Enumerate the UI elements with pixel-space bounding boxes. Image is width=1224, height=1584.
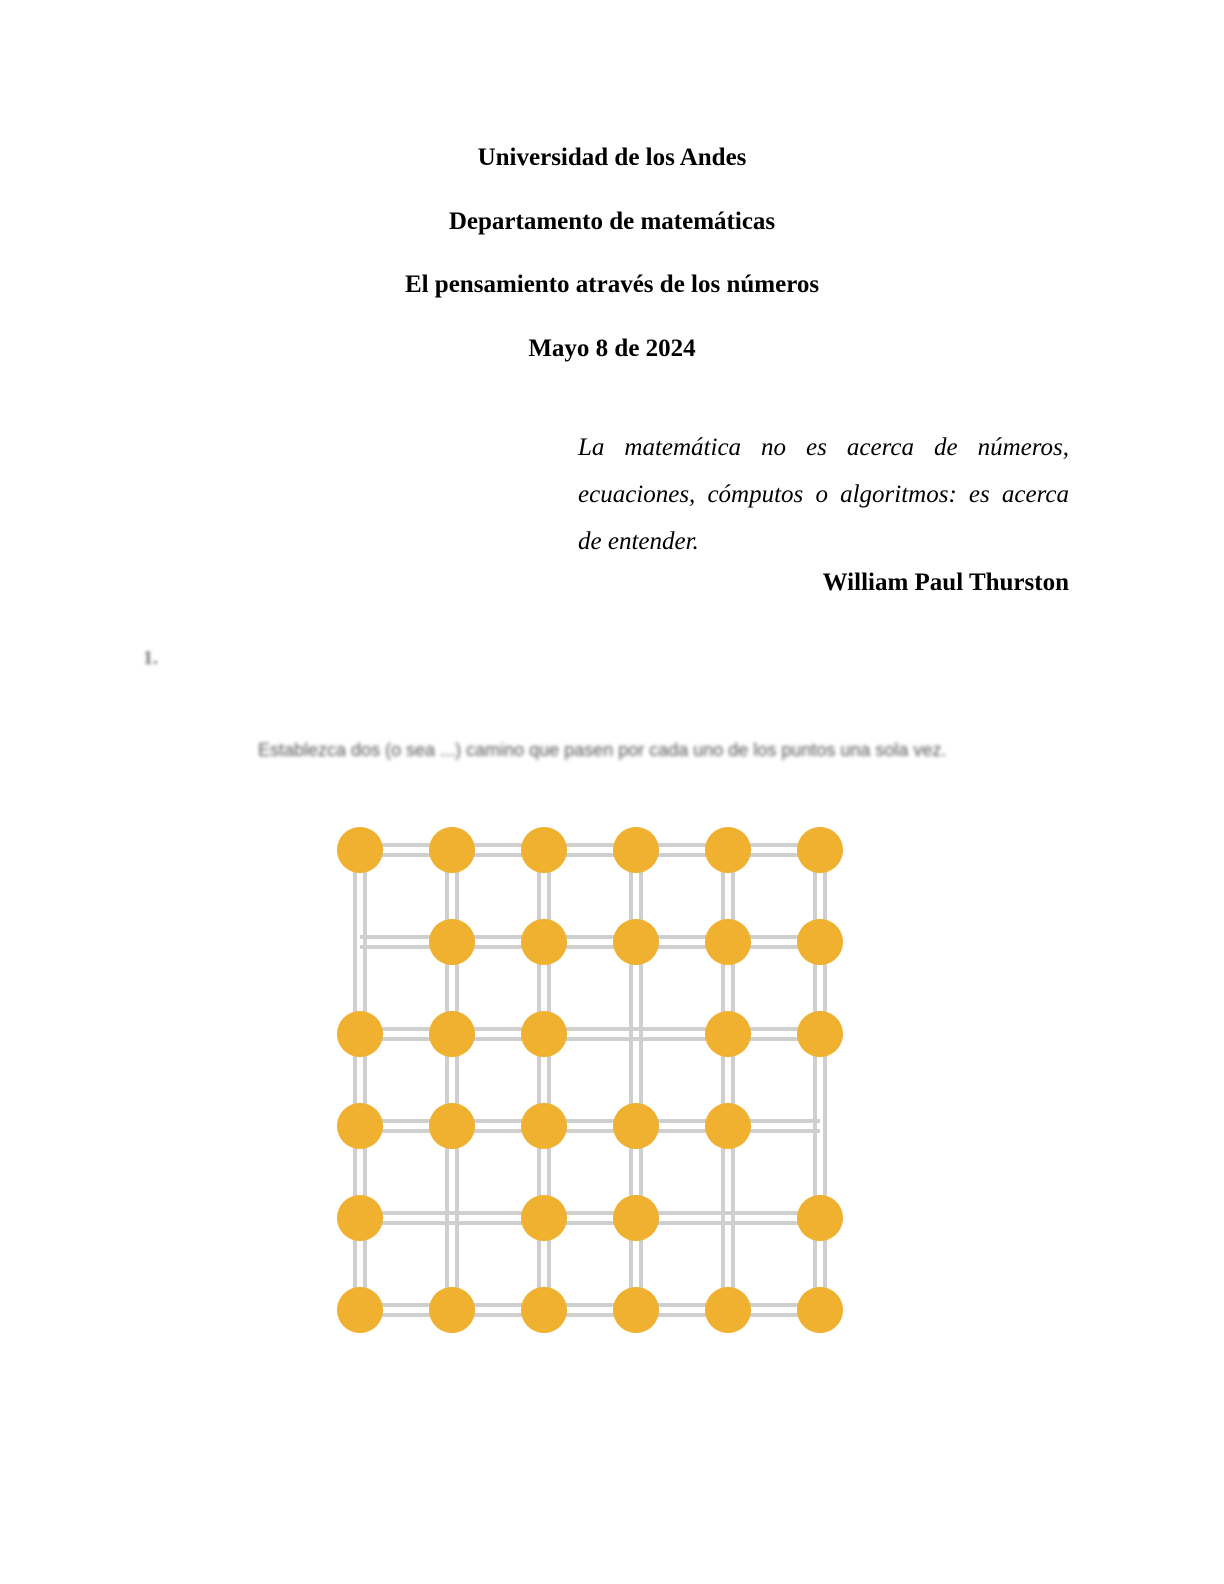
epigraph-quote: La matemática no es acerca de números, ecuaciones, cómputos o algoritmos: es acerca de entender. bbox=[578, 434, 1069, 555]
department-name: Departamento de matemáticas bbox=[448, 208, 776, 235]
grid-dot bbox=[797, 1011, 843, 1057]
grid-dot bbox=[337, 1287, 383, 1333]
grid-dot bbox=[705, 1011, 751, 1057]
grid-dot bbox=[705, 919, 751, 965]
grid-dot bbox=[797, 1195, 843, 1241]
grid-dot bbox=[797, 919, 843, 965]
figure-instruction: Establezca dos (o sea ...) camino que pasen por cada uno de los puntos una sola vez. bbox=[258, 740, 947, 760]
grid-dot bbox=[337, 1103, 383, 1149]
grid-dot bbox=[705, 1103, 751, 1149]
grid-dot bbox=[613, 827, 659, 873]
grid-dot bbox=[797, 1287, 843, 1333]
grid-dots bbox=[337, 827, 843, 1333]
grid-dot bbox=[429, 919, 475, 965]
grid-dot bbox=[705, 1287, 751, 1333]
document-date: Mayo 8 de 2024 bbox=[528, 335, 696, 362]
grid-dot bbox=[613, 1195, 659, 1241]
grid-dot bbox=[613, 1103, 659, 1149]
grid-dot bbox=[429, 1287, 475, 1333]
grid-dot bbox=[429, 1011, 475, 1057]
grid-dot bbox=[521, 1195, 567, 1241]
course-title: El pensamiento através de los números bbox=[404, 271, 820, 298]
grid-dot bbox=[337, 827, 383, 873]
epigraph-author: William Paul Thurston bbox=[822, 569, 1069, 596]
grid-dot bbox=[337, 1195, 383, 1241]
university-name: Universidad de los Andes bbox=[477, 144, 747, 171]
grid-dot bbox=[429, 827, 475, 873]
grid-dot bbox=[521, 919, 567, 965]
grid-dot bbox=[521, 1287, 567, 1333]
dot-grid-figure bbox=[250, 728, 950, 1358]
grid-dot bbox=[613, 919, 659, 965]
grid-dot bbox=[613, 1287, 659, 1333]
grid-dot bbox=[337, 1011, 383, 1057]
grid-lines bbox=[355, 845, 825, 1315]
problem-number: 1. bbox=[143, 647, 158, 669]
grid-dot bbox=[429, 1103, 475, 1149]
grid-dot bbox=[521, 827, 567, 873]
grid-dot bbox=[797, 827, 843, 873]
grid-dot bbox=[521, 1103, 567, 1149]
grid-dot bbox=[521, 1011, 567, 1057]
grid-dot bbox=[705, 827, 751, 873]
